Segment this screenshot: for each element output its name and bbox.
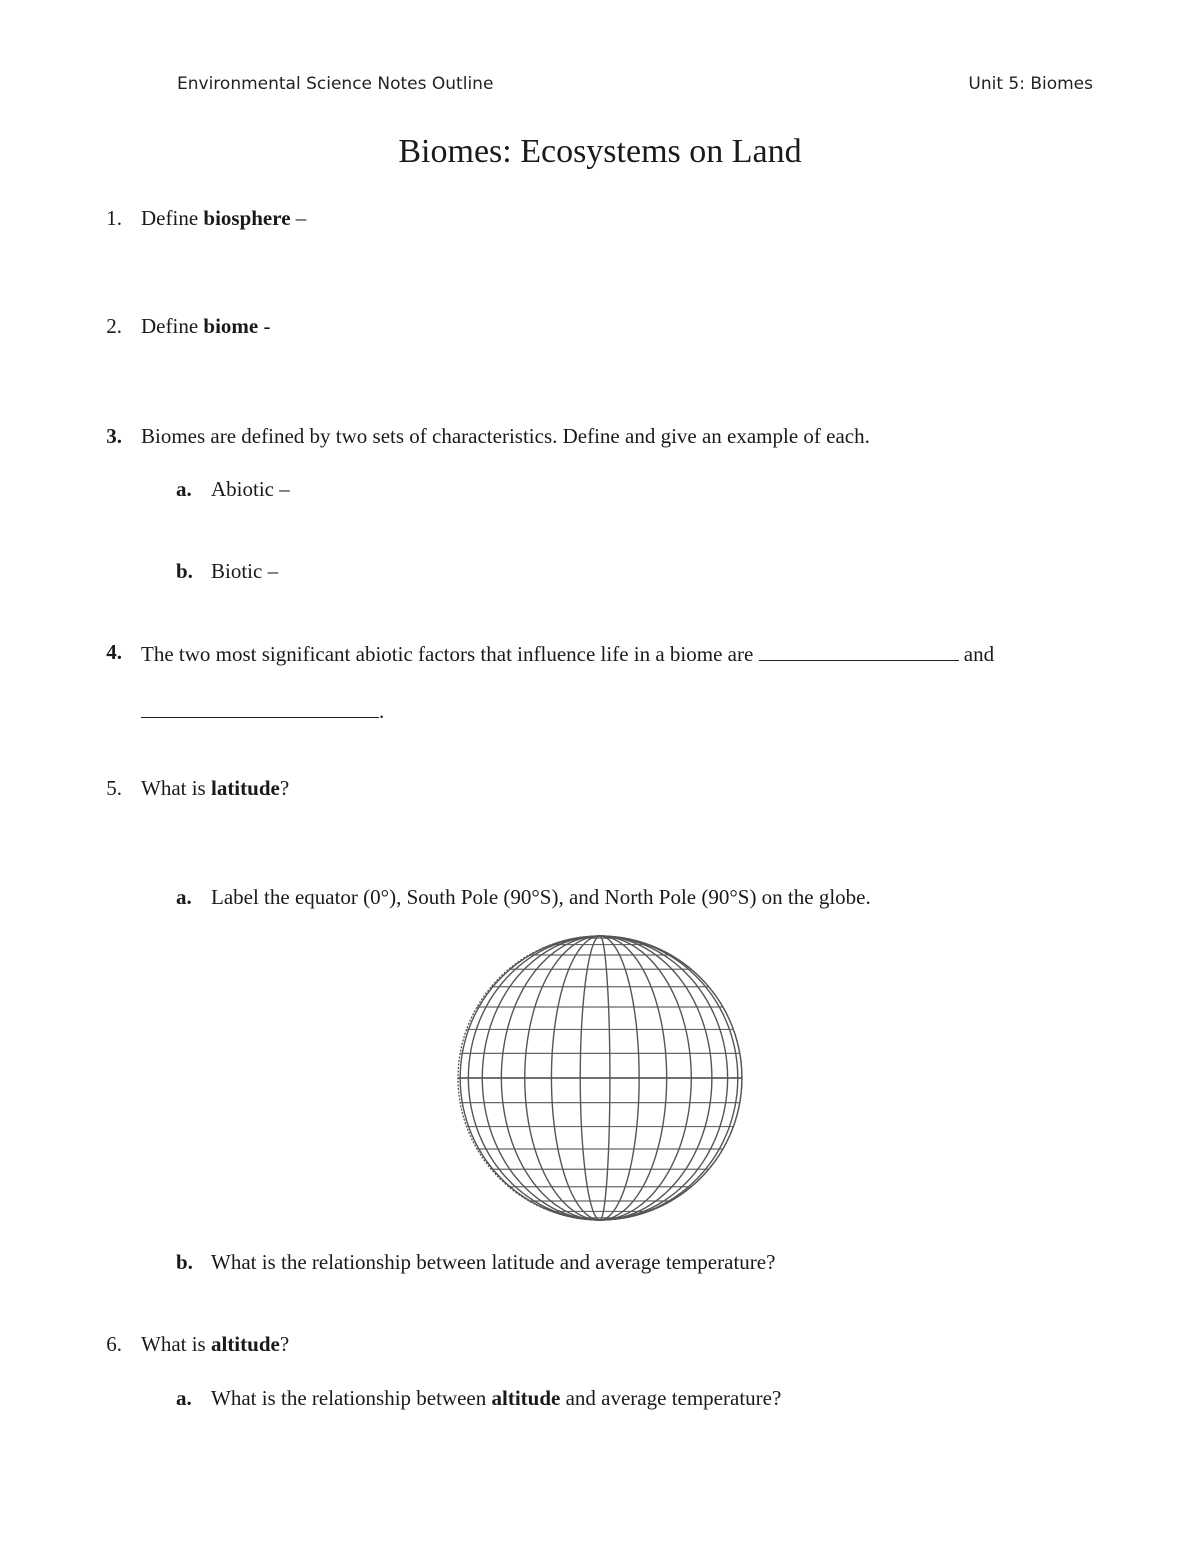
question-4-number: 4. bbox=[106, 640, 122, 664]
question-4-and: and bbox=[963, 642, 995, 666]
question-5 bbox=[141, 776, 289, 801]
question-6a-pre: What is the relationship between bbox=[211, 1386, 492, 1410]
question-6a bbox=[211, 1386, 781, 1411]
question-6a-post: and average temperature? bbox=[560, 1386, 782, 1410]
question-4 bbox=[141, 640, 994, 667]
answer-blank-2[interactable] bbox=[141, 697, 379, 718]
question-4-continued bbox=[141, 697, 384, 724]
question-5a-label: a. bbox=[176, 885, 192, 909]
term-altitude: altitude bbox=[210, 1332, 280, 1356]
question-5b: What is the relationship between latitude and average temperature? bbox=[211, 1250, 776, 1274]
term-biosphere: biosphere bbox=[203, 206, 291, 230]
globe-grid bbox=[458, 936, 742, 1220]
question-3a-abiotic: Abiotic – bbox=[211, 477, 290, 501]
term-biome: biome bbox=[203, 314, 259, 338]
question-4-text: The two most significant abiotic factors that influence life in a biome are bbox=[141, 642, 754, 666]
term-altitude-2: altitude bbox=[491, 1386, 561, 1410]
question-6-post: ? bbox=[279, 1332, 290, 1356]
question-5a: Label the equator (0°), South Pole (90°S), and North Pole (90°S) on the globe. bbox=[211, 885, 871, 909]
answer-blank-1[interactable] bbox=[759, 640, 959, 661]
question-2-pre: Define bbox=[141, 314, 204, 338]
header-unit: Unit 5: Biomes bbox=[968, 74, 1093, 94]
question-3b-label: b. bbox=[176, 559, 193, 583]
question-5-pre: What is bbox=[141, 776, 211, 800]
question-4-end: . bbox=[379, 699, 385, 723]
question-3a-label: a. bbox=[176, 477, 192, 501]
question-5-number: 5. bbox=[106, 776, 122, 800]
question-1-pre: Define bbox=[141, 206, 204, 230]
question-2-number: 2. bbox=[106, 314, 122, 338]
question-1-post: – bbox=[290, 206, 307, 230]
globe-illustration bbox=[455, 933, 745, 1223]
question-6-number: 6. bbox=[106, 1332, 122, 1356]
question-3: Biomes are defined by two sets of characteristics. Define and give an example of each. bbox=[141, 424, 870, 448]
question-5-post: ? bbox=[279, 776, 290, 800]
question-6 bbox=[141, 1332, 289, 1357]
question-5b-label: b. bbox=[176, 1250, 193, 1274]
page-title: Biomes: Ecosystems on Land bbox=[398, 133, 802, 170]
question-2 bbox=[141, 314, 270, 339]
question-1 bbox=[141, 206, 306, 231]
header-course-title: Environmental Science Notes Outline bbox=[177, 74, 494, 94]
question-3b-biotic: Biotic – bbox=[211, 559, 279, 583]
question-2-post: - bbox=[258, 314, 271, 338]
question-6a-label: a. bbox=[176, 1386, 192, 1410]
question-3-number: 3. bbox=[106, 424, 122, 448]
question-6-pre: What is bbox=[141, 1332, 211, 1356]
question-1-number: 1. bbox=[106, 206, 122, 230]
term-latitude: latitude bbox=[210, 776, 280, 800]
